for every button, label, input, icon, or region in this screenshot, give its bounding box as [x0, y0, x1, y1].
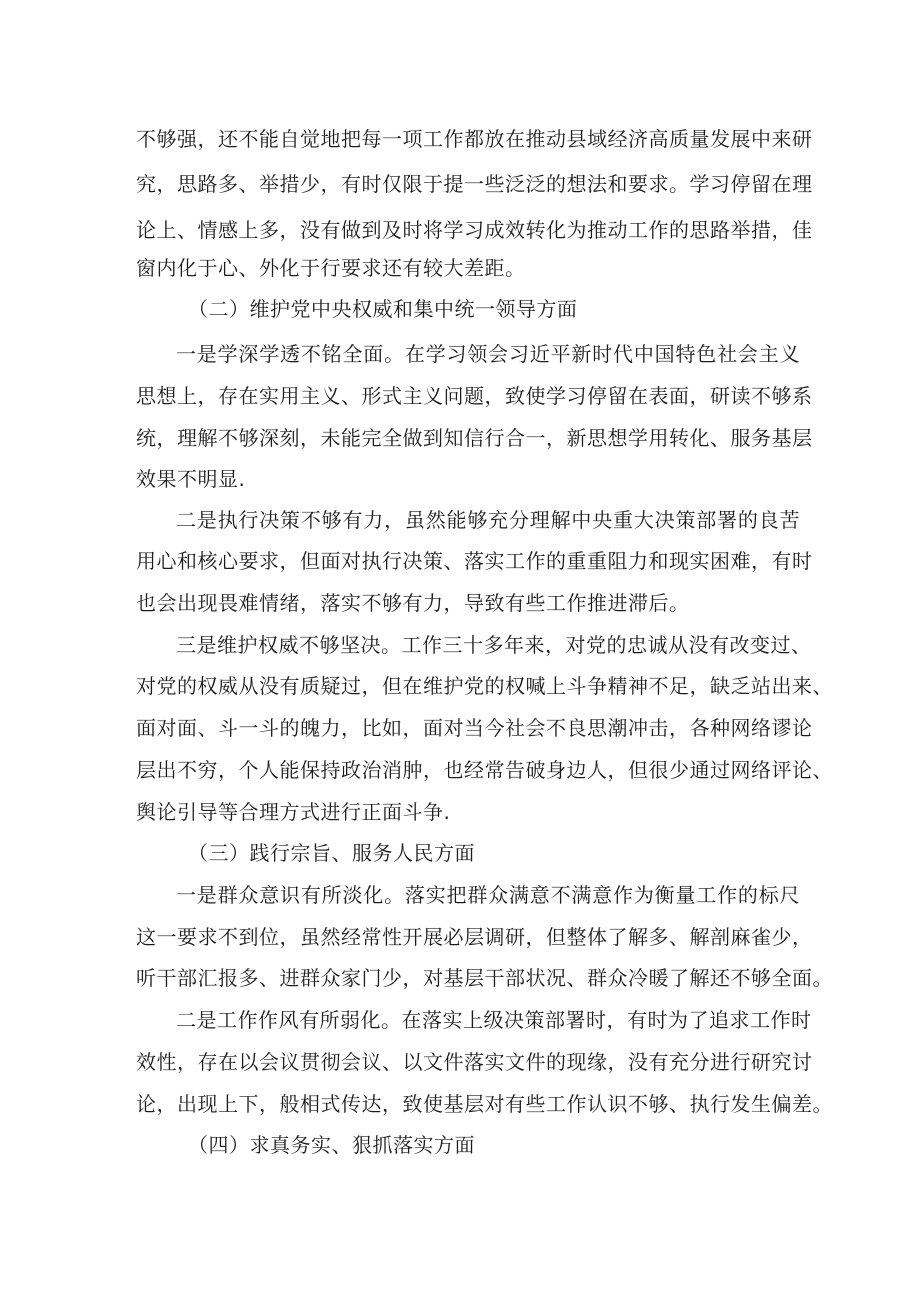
text-line: 一是群众意识有所淡化。落实把群众满意不满意作为衡量工作的标尺 [176, 883, 800, 907]
text-line: 论上、情感上多，没有做到及时将学习成效转化为推动工作的思路举措，佳 [136, 218, 813, 242]
text-line: 层出不穷，个人能保持政治消肿，也经常告破身边人，但很少通过网络评论、 [136, 758, 833, 782]
text-line: 窗内化于心、外化于行要求还有较大差距。 [136, 256, 526, 280]
text-line: 效果不明显. [136, 467, 246, 491]
section-heading-3: （三）践行宗旨、服务人民方面 [188, 841, 475, 865]
text-line: 论，出现上下，般相式传达，致使基层对有些工作认识不够、执行发生偏差。 [136, 1092, 833, 1116]
text-line: 面对面、斗一斗的魄力，比如，面对当今社会不良思潮冲击，各种网络谬论 [136, 716, 813, 740]
text-line: 用心和核心要求，但面对执行决策、落实工作的重重阻力和现实困难，有时 [136, 549, 813, 573]
text-line: 二是工作作风有所弱化。在落实上级决策部署时，有时为了追求工作时 [176, 1008, 812, 1032]
text-line: 对党的权威从没有质疑过，但在维护党的权喊上斗争精神不足，缺乏站出来、 [136, 674, 833, 698]
text-line: 二是执行决策不够有力，虽然能够充分理解中央重大决策部署的良苦 [176, 508, 800, 532]
text-line: 三是维护权威不够坚决。工作三十多年来，对党的忠诚从没有改变过、 [176, 633, 812, 657]
text-line: 一是学深学透不铭全面。在学习领会习近平新时代中国特色社会主义 [176, 342, 800, 366]
section-heading-2: （二）维护党中央权威和集中统一领导方面 [188, 297, 578, 321]
text-line: 思想上，存在实用主义、形式主义问题，致使学习停留在表面，研读不够系 [136, 384, 813, 408]
text-line: 也会出现畏难情绪，落实不够有力，导致有些工作推进滞后。 [136, 591, 690, 615]
text-line: 这一要求不到位，虽然经常性开展必层调研，但整体了解多、解剖麻雀少， [136, 925, 813, 949]
section-heading-4: （四）求真务实、狠抓落实方面 [188, 1133, 475, 1157]
text-line: 究，思路多、举措少，有时仅限于提一些泛泛的想法和要求。学习停留在理 [136, 172, 813, 196]
text-line: 舆论引导等合理方式进行正面斗争. [136, 800, 451, 824]
text-line: 统，理解不够深刻，未能完全做到知信行合一，新思想学用转化、服务基层 [136, 426, 813, 450]
text-line: 听干部汇报多、进群众家门少，对基层干部状况、群众冷暖了解还不够全面。 [136, 966, 833, 990]
text-line: 不够强，还不能自觉地把每一项工作都放在推动县域经济高质量发展中来研 [136, 127, 813, 151]
text-line: 效性，存在以会议贯彻会议、以文件落实文件的现缘，没有充分进行研究讨 [136, 1050, 813, 1074]
